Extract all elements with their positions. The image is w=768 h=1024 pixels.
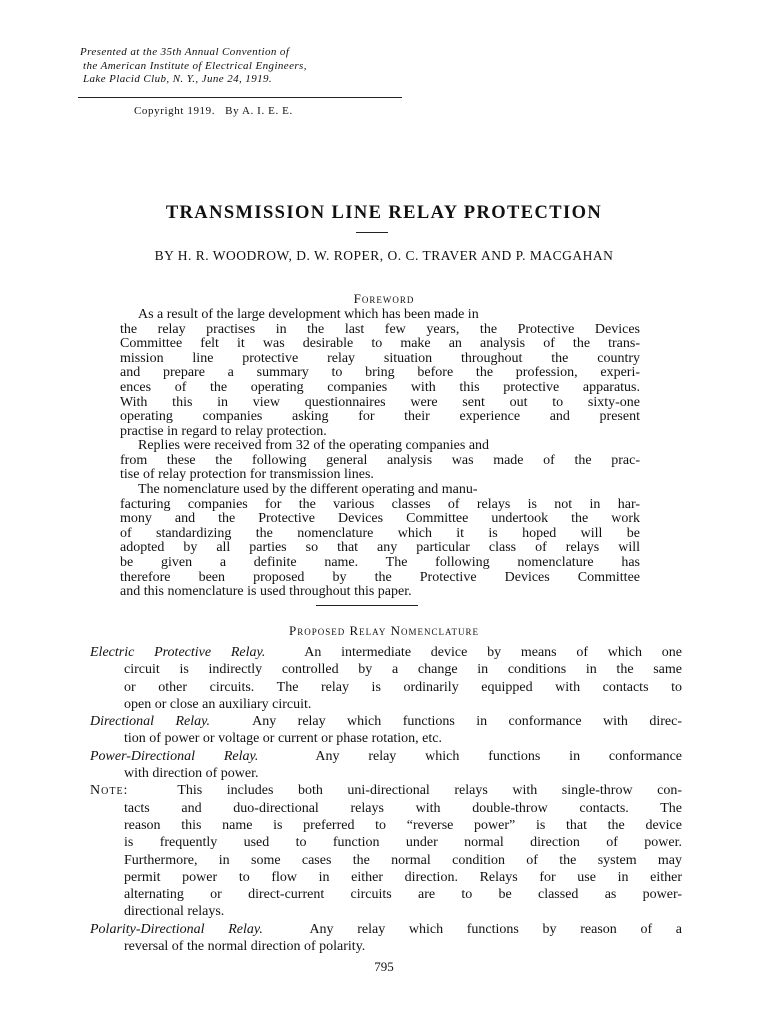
text-line: operating companies asking for their experience and present: [120, 409, 640, 425]
foreword-paragraph-3: [120, 483, 640, 600]
foreword-heading: Foreword: [353, 291, 415, 306]
text-line: Replies were received from 32 of the operating companies and: [138, 438, 490, 453]
definition-text: An intermediate device by means of which one: [304, 645, 682, 660]
text-line: directional relays.: [124, 904, 225, 920]
definition-entry: [90, 921, 682, 938]
text-line: circuit is indirectly controlled by a change in conditions in the same: [124, 662, 682, 678]
definition-text: This includes both uni-directional relays with single-throw con-: [177, 783, 682, 799]
note-label: Note:: [90, 783, 129, 799]
definition-text: Any relay which functions in conformance with direc-: [252, 714, 682, 730]
definition-term: Directional Relay.: [90, 714, 211, 730]
definition-entry: [90, 644, 682, 661]
text-line: tise of relay protection for transmission lines.: [120, 467, 374, 483]
presentation-line: Presented at the 35th Annual Convention of: [80, 46, 290, 58]
text-line: practise in regard to relay protection.: [120, 423, 327, 439]
text-line: or other circuits. The relay is ordinarily equipped with contacts to: [124, 679, 682, 695]
text-line: Furthermore, in some cases the normal condition of the system may: [124, 852, 682, 868]
text-line: facturing companies for the various classes of relays is not in har-: [120, 496, 640, 512]
nomenclature-heading: Proposed Relay Nomenclature: [289, 623, 479, 638]
definition-term: Power-Directional Relay.: [90, 748, 259, 764]
title-rule: [356, 232, 388, 233]
text-line: As a result of the large development which has been made in: [138, 307, 479, 322]
definition-entry: [90, 782, 682, 799]
text-line: and this nomenclature is used throughout this paper.: [120, 584, 412, 600]
nomenclature-entries: [90, 644, 682, 955]
text-line: Committee felt it was desirable to make an analysis of the trans-: [120, 336, 640, 352]
text-line: reason this name is preferred to “reverse power” is that the device: [124, 817, 682, 833]
paper-title: TRANSMISSION LINE RELAY PROTECTION: [165, 203, 603, 223]
text-line: mony and the Protective Devices Committee undertook the work: [120, 511, 640, 527]
section-rule: [316, 605, 418, 606]
definition-entry: [90, 713, 682, 730]
text-line: permit power to flow in either direction. Relays for use in either: [124, 869, 682, 885]
text-line: adopted by all parties so that any particular class of relays will: [120, 540, 640, 556]
text-line: from these the following general analysis was made of the prac-: [120, 452, 640, 468]
copyright-line: Copyright 1919. By A. I. E. E.: [134, 105, 293, 117]
text-line: is frequently used to function under normal direction of power.: [124, 835, 682, 851]
text-line: therefore been proposed by the Protective Devices Committee: [120, 569, 640, 585]
text-line: tacts and duo-directional relays with double-throw contacts. The: [124, 800, 682, 816]
text-line: with direction of power.: [124, 766, 259, 782]
author-line: BY H. R. WOODROW, D. W. ROPER, O. C. TRAVER AND P. MACGAHAN: [154, 248, 614, 263]
text-line: the relay practises in the last few years, the Protective Devices: [120, 321, 640, 337]
page-number: 795: [374, 959, 394, 974]
definition-term: Electric Protective Relay.: [90, 645, 266, 660]
foreword-paragraph-1: [120, 308, 640, 439]
definition-entry: [90, 748, 682, 765]
text-line: and prepare a summary to bring before the profession, experi-: [120, 365, 640, 381]
definition-text: Any relay which functions in conformance: [315, 748, 682, 764]
text-line: mission line protective relay situation throughout the country: [120, 350, 640, 366]
text-line: alternating or direct-current circuits are to be classed as power-: [124, 887, 682, 903]
text-line: ences of the operating companies with this protective apparatus.: [120, 379, 640, 395]
definition-term: Polarity-Directional Relay.: [90, 921, 263, 937]
presentation-line: the American Institute of Electrical Engineers,: [83, 59, 307, 72]
text-line: With this in view questionnaires were sent out to sixty-one: [120, 394, 640, 410]
presentation-note: [80, 46, 410, 87]
foreword-paragraph-2: [120, 439, 640, 483]
definition-text: Any relay which functions by reason of a: [309, 921, 682, 937]
text-line: reversal of the normal direction of polarity.: [124, 939, 366, 955]
header-rule: [78, 97, 402, 98]
text-line: be given a definite name. The following nomenclature has: [120, 554, 640, 570]
text-line: The nomenclature used by the different operating and manu-: [138, 482, 478, 497]
presentation-line: Lake Placid Club, N. Y., June 24, 1919.: [83, 73, 273, 85]
text-line: open or close an auxiliary circuit.: [124, 696, 312, 712]
text-line: of standardizing the nomenclature which it is hoped will be: [120, 525, 640, 541]
text-line: tion of power or voltage or current or phase rotation, etc.: [124, 731, 443, 747]
